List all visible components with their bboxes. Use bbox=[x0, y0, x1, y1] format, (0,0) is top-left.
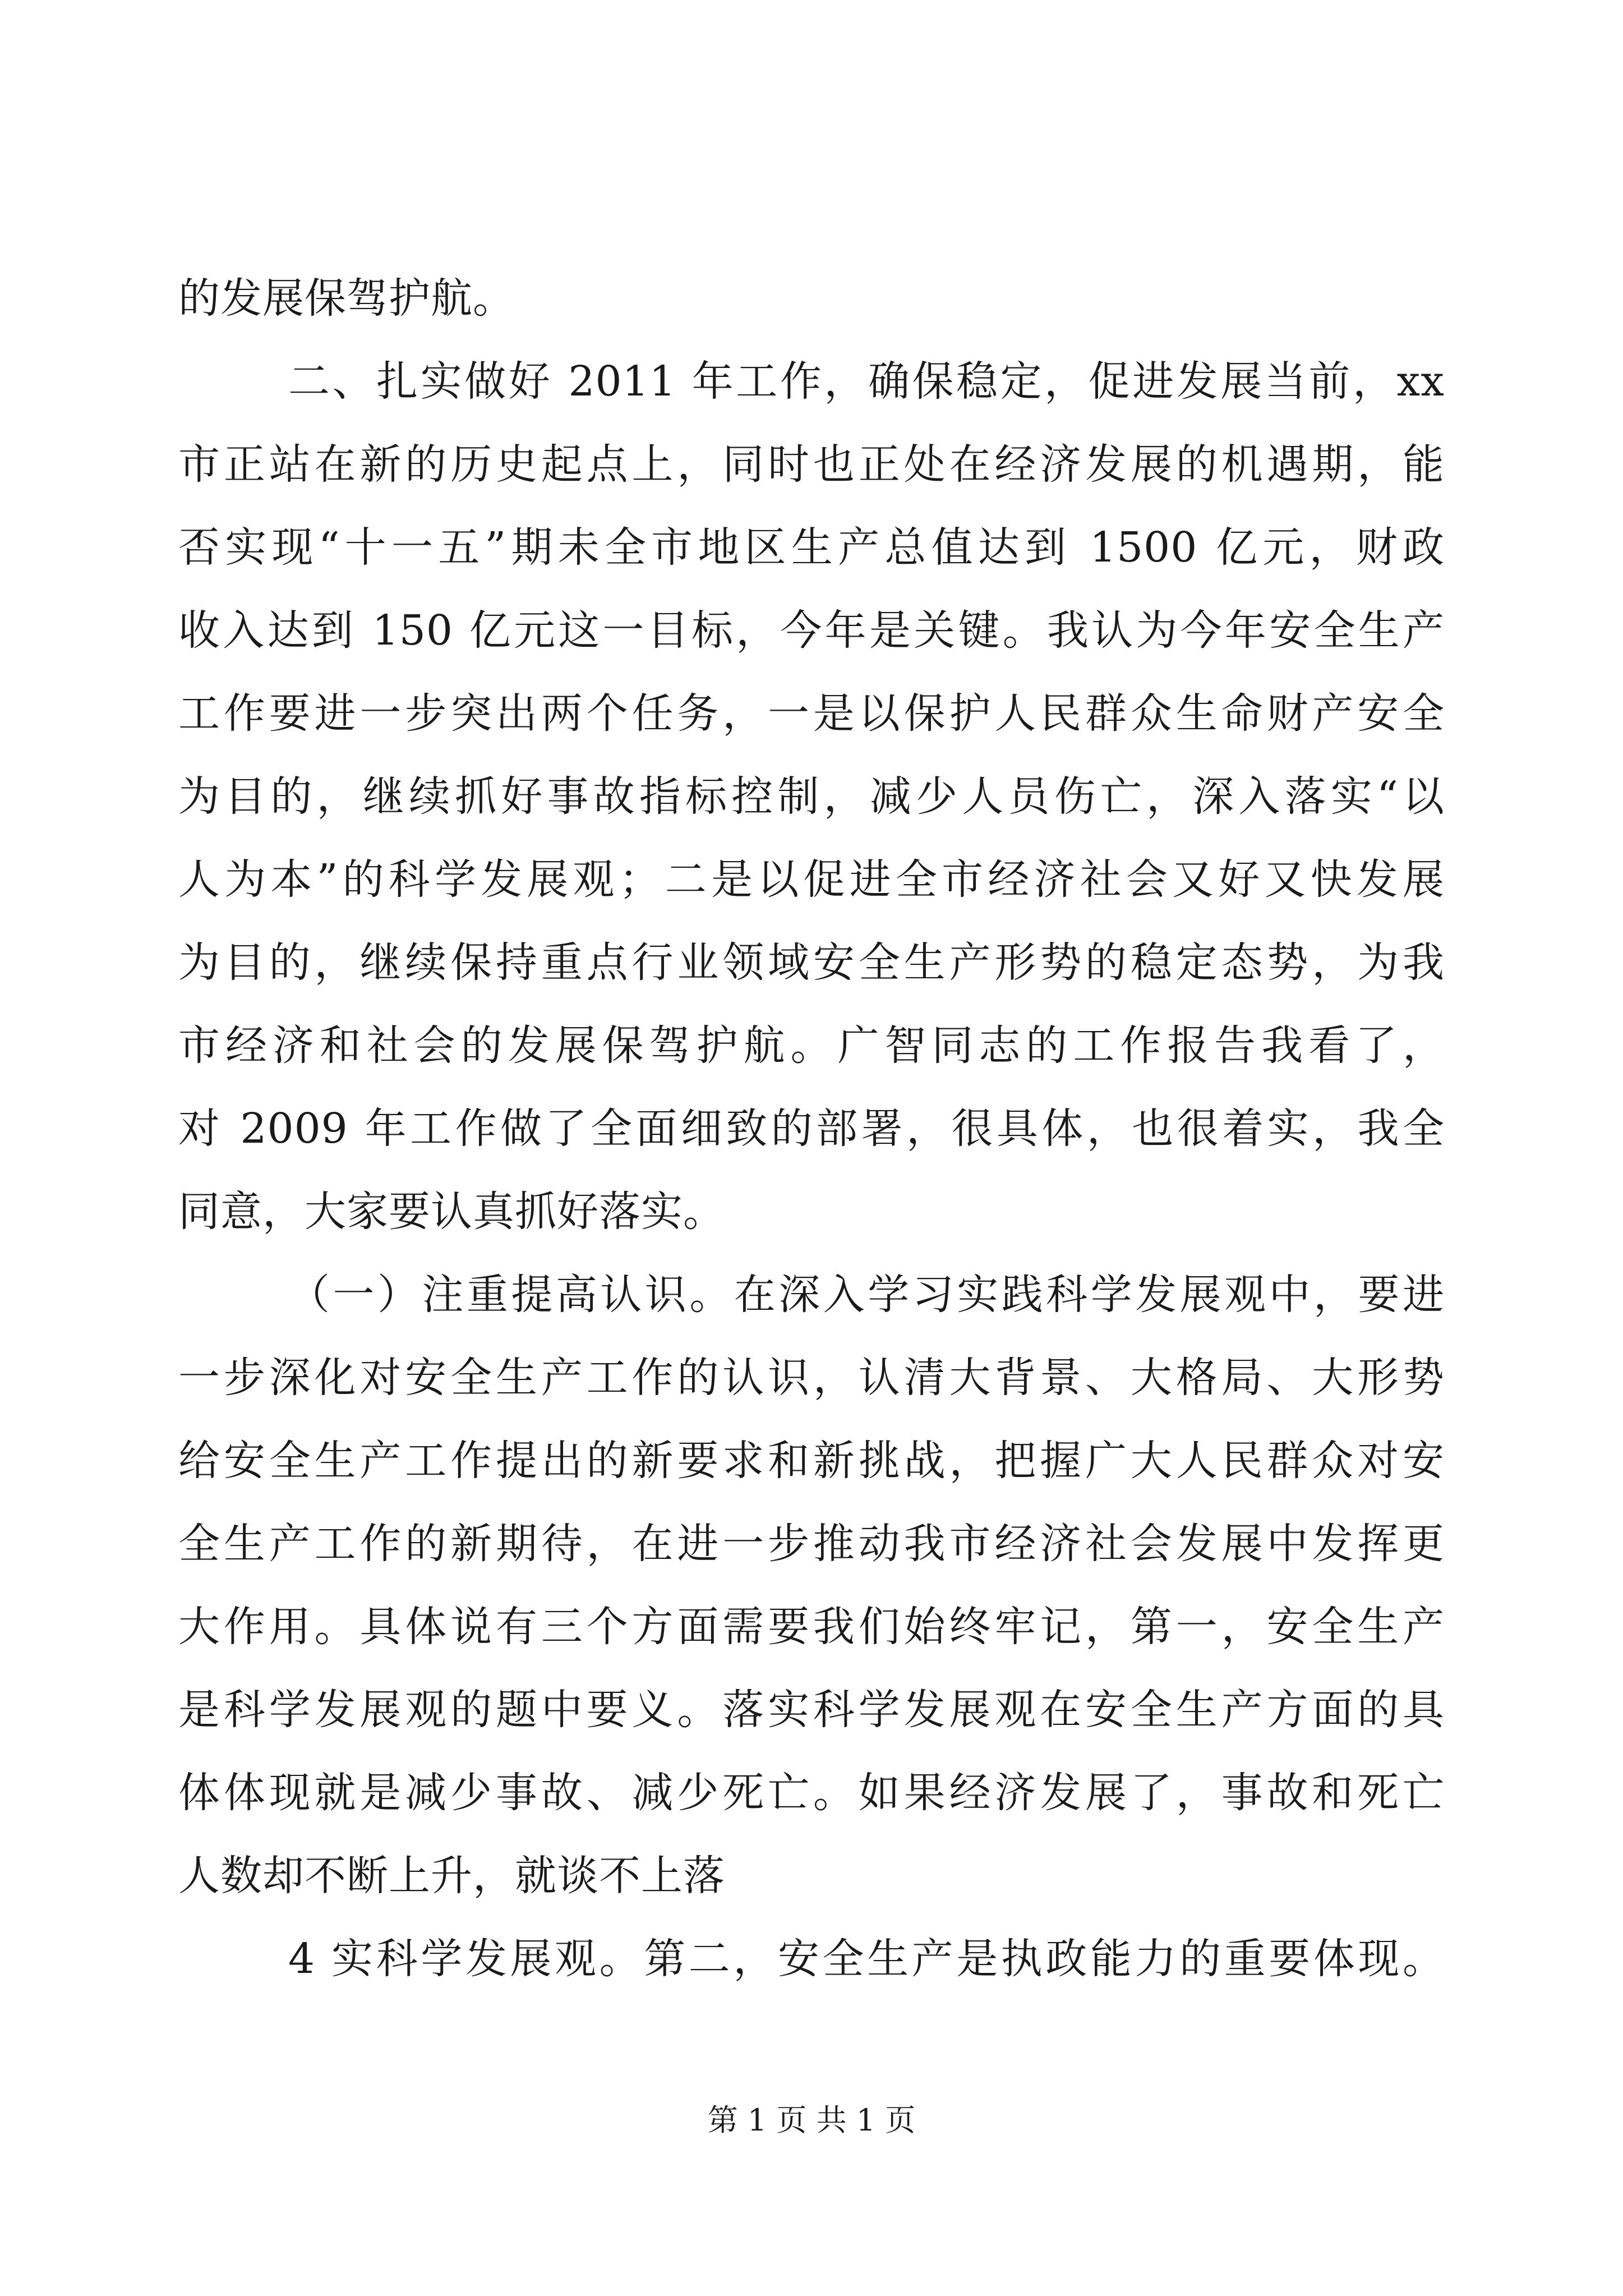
subsection-heading-line: （一）注重提高认识。在深入学习实践科学发展观中，要进 bbox=[288, 1271, 1445, 1319]
text-line: 是科学发展观的题中要义。落实科学发展观在安全生产方面的具 bbox=[178, 1686, 1445, 1734]
text-line: 否实现“十一五”期未全市地区生产总值达到 1500 亿元，财政 bbox=[178, 523, 1445, 572]
text-line: 为目的，继续抓好事故指标控制，减少人员伤亡，深入落实“以 bbox=[178, 772, 1445, 821]
text-line: 一步深化对安全生产工作的认识，认清大背景、大格局、大形势 bbox=[178, 1354, 1445, 1402]
text-line: 人数却不断上升，就谈不上落 bbox=[178, 1852, 725, 1900]
text-line: 收入达到 150 亿元这一目标，今年是关键。我认为今年安全生产 bbox=[178, 606, 1445, 655]
page-number-footer: 第 1 页 共 1 页 bbox=[707, 2102, 916, 2138]
text-line: 的发展保驾护航。 bbox=[178, 274, 515, 323]
text-line: 体体现就是减少事故、减少死亡。如果经济发展了，事故和死亡 bbox=[178, 1769, 1445, 1817]
text-line: 给安全生产工作提出的新要求和新挑战，把握广大人民群众对安 bbox=[178, 1437, 1445, 1485]
text-line: 工作要进一步突出两个任务，一是以保护人民群众生命财产安全 bbox=[178, 689, 1445, 738]
text-line: 对 2009 年工作做了全面细致的部署，很具体，也很着实，我全 bbox=[178, 1105, 1445, 1153]
text-line: 市正站在新的历史起点上，同时也正处在经济发展的机遇期，能 bbox=[178, 440, 1445, 489]
text-line: 4 实科学发展观。第二，安全生产是执政能力的重要体现。 bbox=[288, 1935, 1445, 1983]
text-line: 为目的，继续保持重点行业领域安全生产形势的稳定态势，为我 bbox=[178, 938, 1445, 987]
text-line: 同意，大家要认真抓好落实。 bbox=[178, 1188, 725, 1236]
text-line: 市经济和社会的发展保驾护航。广智同志的工作报告我看了， bbox=[178, 1022, 1445, 1070]
section-heading-line: 二、扎实做好 2011 年工作，确保稳定，促进发展当前，xx bbox=[288, 357, 1445, 406]
text-line: 全生产工作的新期待，在进一步推动我市经济社会发展中发挥更 bbox=[178, 1520, 1445, 1568]
text-line: 大作用。具体说有三个方面需要我们始终牢记，第一，安全生产 bbox=[178, 1603, 1445, 1651]
text-line: 人为本”的科学发展观；二是以促进全市经济社会又好又快发展 bbox=[178, 855, 1445, 904]
